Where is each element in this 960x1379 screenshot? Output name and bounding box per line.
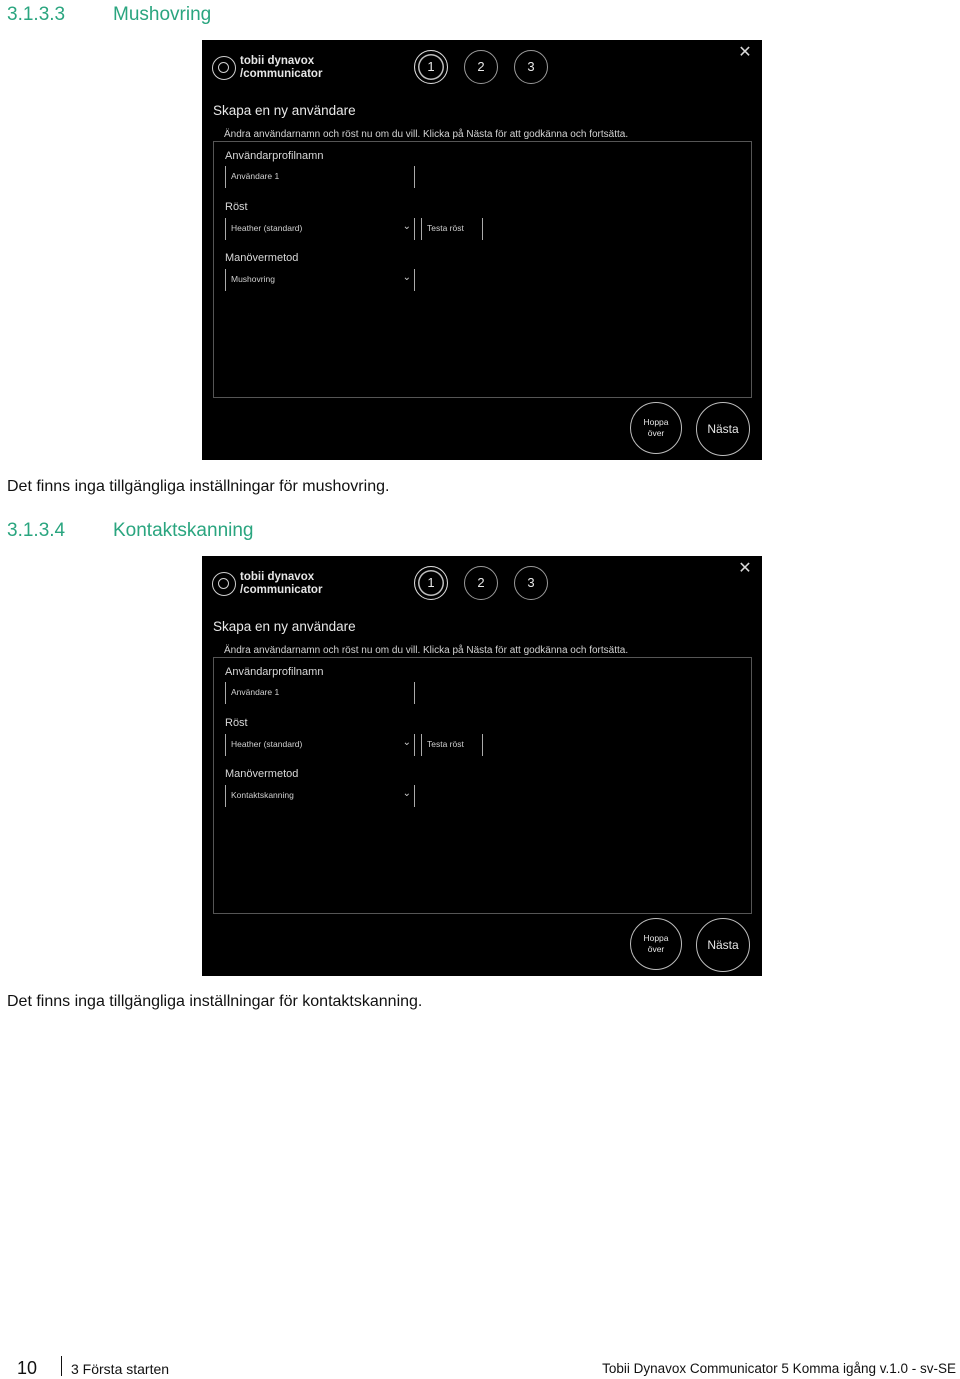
profile-name-value: Användare 1: [231, 687, 280, 697]
voice-value: Heather (standard): [231, 223, 303, 233]
footer-divider: [61, 1356, 62, 1376]
step-2[interactable]: 2: [464, 50, 498, 84]
voice-label: Röst: [225, 201, 248, 213]
voice-select[interactable]: [225, 218, 415, 240]
next-button[interactable]: Nästa: [696, 918, 750, 972]
skip-button[interactable]: [630, 402, 682, 454]
step-indicator: [412, 48, 552, 88]
method-label: Manövermetod: [225, 768, 299, 780]
logo-line2: /communicator: [240, 68, 323, 80]
instruction-text: Ändra användarnamn och röst nu om du vill. Klicka på Nästa för att godkänna och fortsätta.: [224, 645, 629, 656]
step-3[interactable]: 3: [514, 50, 548, 84]
logo-line1: tobii dynavox: [240, 571, 315, 583]
tobii-logo-icon: [212, 572, 236, 596]
step-1[interactable]: 1: [414, 50, 448, 84]
dialog-title: Skapa en ny användare: [213, 103, 356, 118]
chapter-title: 3 Första starten: [71, 1361, 170, 1377]
paragraph: Det finns inga tillgängliga inställningar för mushovring.: [7, 478, 390, 495]
profile-label: Användarprofilnamn: [225, 666, 324, 678]
test-voice-label: Testa röst: [427, 739, 464, 749]
logo-line2: /communicator: [240, 584, 323, 596]
section-heading: [7, 520, 254, 542]
screenshot-create-user: [202, 556, 762, 976]
step-1[interactable]: 1: [414, 566, 448, 600]
section-title: Kontaktskanning: [113, 520, 254, 541]
voice-value: Heather (standard): [231, 739, 303, 749]
chevron-down-icon: ⌄: [402, 788, 411, 799]
voice-label: Röst: [225, 717, 248, 729]
profile-name-value: Användare 1: [231, 171, 280, 181]
instruction-text: Ändra användarnamn och röst nu om du vill. Klicka på Nästa för att godkänna och fortsätta.: [224, 129, 629, 140]
method-select[interactable]: [225, 785, 415, 807]
paragraph: Det finns inga tillgängliga inställningar för kontaktskanning.: [7, 993, 423, 1010]
chevron-down-icon: ⌄: [402, 272, 411, 283]
method-value: Kontaktskanning: [231, 790, 294, 800]
document-info: Tobii Dynavox Communicator 5 Komma igång v.1.0 - sv-SE: [602, 1361, 956, 1376]
page-number: 10: [17, 1358, 38, 1378]
chevron-down-icon: ⌄: [402, 737, 411, 748]
test-voice-label: Testa röst: [427, 223, 464, 233]
profile-name-field[interactable]: [225, 682, 415, 704]
section-heading: [7, 4, 211, 26]
close-icon[interactable]: ✕: [738, 44, 752, 61]
logo: [212, 54, 342, 84]
step-indicator: [412, 564, 552, 604]
skip-line2: över: [647, 428, 665, 438]
settings-panel: [213, 657, 752, 914]
method-select[interactable]: [225, 269, 415, 291]
step-2[interactable]: 2: [464, 566, 498, 600]
method-value: Mushovring: [231, 274, 275, 284]
profile-name-field[interactable]: [225, 166, 415, 188]
section-number: 3.1.3.4: [7, 520, 66, 541]
chevron-down-icon: ⌄: [402, 221, 411, 232]
skip-line2: över: [647, 944, 665, 954]
step-3[interactable]: 3: [514, 566, 548, 600]
skip-line1: Hoppa: [643, 417, 669, 427]
dialog-title: Skapa en ny användare: [213, 619, 356, 634]
screenshot-create-user: [202, 40, 762, 460]
skip-button[interactable]: [630, 918, 682, 970]
settings-panel: [213, 141, 752, 398]
profile-label: Användarprofilnamn: [225, 150, 324, 162]
next-button[interactable]: Nästa: [696, 402, 750, 456]
logo-line1: tobii dynavox: [240, 55, 315, 67]
tobii-logo-icon: [212, 56, 236, 80]
section-title: Mushovring: [113, 4, 212, 25]
logo: [212, 570, 342, 600]
section-number: 3.1.3.3: [7, 4, 66, 25]
close-icon[interactable]: ✕: [738, 560, 752, 577]
skip-line1: Hoppa: [643, 933, 669, 943]
test-voice-button[interactable]: [421, 734, 483, 756]
method-label: Manövermetod: [225, 252, 299, 264]
test-voice-button[interactable]: [421, 218, 483, 240]
voice-select[interactable]: [225, 734, 415, 756]
